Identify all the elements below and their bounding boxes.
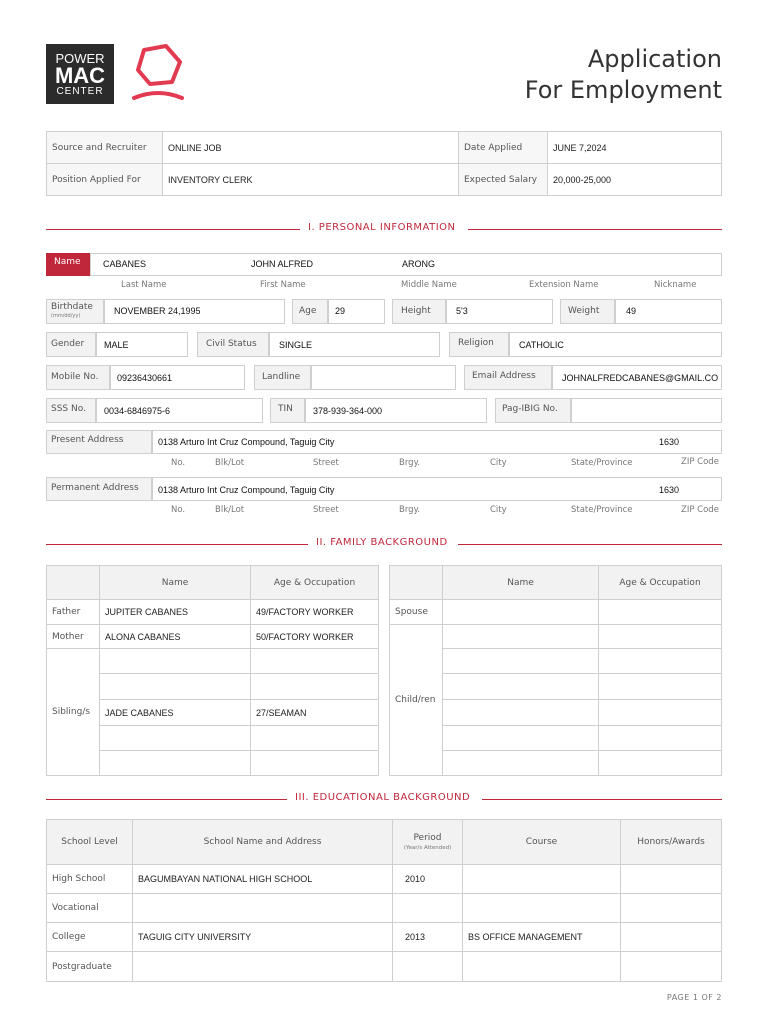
child-name-2[interactable] — [443, 649, 599, 674]
position-label: Position Applied For — [47, 164, 163, 196]
height-value: 5'3 — [456, 306, 468, 316]
child-name-5[interactable] — [443, 726, 599, 751]
edu-honors-college[interactable] — [621, 923, 722, 952]
child-age-4[interactable] — [599, 700, 722, 726]
logo-mark-icon — [130, 44, 186, 104]
addr-cap-brgy: Brgy. — [399, 458, 421, 468]
spouse-name[interactable] — [443, 600, 599, 625]
edu-period-college[interactable]: 2013 — [393, 923, 463, 952]
logo-line-mac: MAC — [54, 63, 106, 88]
last-name-value: CABANES — [103, 259, 147, 269]
sibling-age-5[interactable] — [251, 751, 379, 776]
spouse-label: Spouse — [390, 600, 443, 625]
child-name-6[interactable] — [443, 751, 599, 776]
birthdate-value: NOVEMBER 24,1995 — [114, 306, 201, 316]
course-header: Course — [463, 820, 621, 865]
source-label: Source and Recruiter — [47, 132, 163, 164]
middle-name-value: ARONG — [402, 259, 436, 269]
addr2-cap-brgy: Brgy. — [399, 505, 421, 515]
landline-field[interactable] — [311, 365, 456, 390]
addr-cap-city: City — [490, 458, 507, 468]
title-line-1: Application — [587, 45, 722, 73]
spouse-age-occupation[interactable] — [599, 600, 722, 625]
logo-line-power: POWER — [55, 51, 105, 66]
addr2-cap-state: State/Province — [571, 505, 633, 515]
addr-cap-blk: Blk/Lot — [215, 458, 245, 468]
mother-age-occupation[interactable]: 50/FACTORY WORKER — [251, 625, 379, 649]
height-label: Height — [401, 306, 431, 316]
gender-value: MALE — [104, 340, 129, 350]
edu-course-high-school[interactable] — [463, 865, 621, 894]
edu-school-college[interactable]: TAGUIG CITY UNIVERSITY — [133, 923, 393, 952]
edu-course-vocational[interactable] — [463, 894, 621, 923]
permanent-address-value: 0138 Arturo Int Cruz Compound, Taguig City — [158, 485, 335, 495]
title-line-2: For Employment — [524, 76, 722, 104]
first-name-value: JOHN ALFRED — [251, 259, 314, 269]
child-age-3[interactable] — [599, 674, 722, 700]
edu-level-postgraduate: Postgraduate — [47, 952, 133, 982]
religion-value: CATHOLIC — [519, 340, 564, 350]
nickname-caption: Nickname — [654, 280, 697, 290]
spouse-blank-header — [390, 566, 443, 600]
addr-cap-zip: ZIP Code — [681, 457, 719, 467]
landline-label: Landline — [262, 372, 301, 382]
sibling-name-5[interactable] — [100, 751, 251, 776]
permanent-zip-value: 1630 — [659, 485, 680, 495]
email-field[interactable] — [552, 365, 722, 390]
child-age-6[interactable] — [599, 751, 722, 776]
edu-period-high-school[interactable]: 2010 — [393, 865, 463, 894]
addr-cap-state: State/Province — [571, 458, 633, 468]
civil-status-label: Civil Status — [206, 339, 257, 349]
edu-school-vocational[interactable] — [133, 894, 393, 923]
sibling-name-2[interactable] — [100, 674, 251, 700]
period-header-sub: (Year/s Attended) — [403, 845, 452, 851]
edu-course-college[interactable]: BS OFFICE MANAGEMENT — [463, 923, 621, 952]
child-name-4[interactable] — [443, 700, 599, 726]
honors-header: Honors/Awards — [621, 820, 722, 865]
gender-label: Gender — [51, 339, 85, 349]
addr-cap-street: Street — [313, 458, 339, 468]
first-name-caption: First Name — [260, 280, 306, 290]
present-address-label: Present Address — [51, 435, 124, 445]
birthdate-label: Birthdate — [51, 302, 93, 312]
mobile-value: 09236430661 — [117, 373, 173, 383]
period-header — [393, 820, 463, 865]
extension-name-caption: Extension Name — [529, 280, 599, 290]
siblings-label: Sibling/s — [47, 649, 100, 776]
mother-name[interactable]: ALONA CABANES — [100, 625, 251, 649]
edu-honors-postgraduate[interactable] — [621, 952, 722, 982]
present-address-value: 0138 Arturo Int Cruz Compound, Taguig City — [158, 437, 335, 447]
father-age-occupation[interactable]: 49/FACTORY WORKER — [251, 600, 379, 625]
sibling-age-3[interactable]: 27/SEAMAN — [251, 700, 379, 726]
position-value[interactable]: INVENTORY CLERK — [163, 164, 459, 196]
child-age-1[interactable] — [599, 625, 722, 649]
addr2-cap-street: Street — [313, 505, 339, 515]
age-label: Age — [299, 306, 317, 316]
family-blank-header — [47, 566, 100, 600]
present-zip-value: 1630 — [659, 437, 680, 447]
family-spouse-table — [389, 565, 722, 776]
sibling-age-4[interactable] — [251, 726, 379, 751]
edu-level-college: College — [47, 923, 133, 952]
section-family-heading: II. FAMILY BACKGROUND — [46, 537, 722, 551]
edu-school-high-school[interactable]: BAGUMBAYAN NATIONAL HIGH SCHOOL — [133, 865, 393, 894]
family-parents-table — [46, 565, 379, 776]
source-value[interactable]: ONLINE JOB — [163, 132, 459, 164]
company-logo — [46, 44, 114, 104]
last-name-caption: Last Name — [121, 280, 167, 290]
father-label: Father — [47, 600, 100, 625]
education-table — [46, 819, 722, 982]
section-personal-heading: I. PERSONAL INFORMATION — [46, 222, 722, 236]
edu-level-vocational: Vocational — [47, 894, 133, 923]
section-education-heading: III. EDUCATIONAL BACKGROUND — [46, 792, 722, 806]
period-header-label: Period — [413, 833, 442, 843]
edu-honors-high-school[interactable] — [621, 865, 722, 894]
child-age-5[interactable] — [599, 726, 722, 751]
tin-label: TIN — [278, 404, 293, 414]
edu-period-postgraduate[interactable] — [393, 952, 463, 982]
salary-value[interactable]: 20,000-25,000 — [548, 164, 722, 196]
weight-label: Weight — [568, 306, 600, 316]
civil-status-value: SINGLE — [279, 340, 313, 350]
school-name-header: School Name and Address — [133, 820, 393, 865]
email-label: Email Address — [472, 371, 536, 381]
age-value: 29 — [335, 306, 346, 316]
date-applied-label: Date Applied — [459, 132, 548, 164]
children-label: Child/ren — [390, 625, 443, 776]
sss-label: SSS No. — [51, 404, 86, 414]
edu-course-postgraduate[interactable] — [463, 952, 621, 982]
mother-label: Mother — [47, 625, 100, 649]
sibling-age-2[interactable] — [251, 674, 379, 700]
edu-school-postgraduate[interactable] — [133, 952, 393, 982]
religion-label: Religion — [458, 338, 494, 348]
date-applied-value[interactable]: JUNE 7,2024 — [548, 132, 722, 164]
addr2-cap-blk: Blk/Lot — [215, 505, 245, 515]
email-value: JOHNALFREDCABANES@GMAIL.CO — [562, 373, 719, 383]
permanent-address-label: Permanent Address — [51, 483, 139, 493]
edu-honors-vocational[interactable] — [621, 894, 722, 923]
family-name-header: Name — [100, 566, 251, 600]
addr2-cap-no: No. — [171, 505, 186, 515]
sibling-age-1[interactable] — [251, 649, 379, 674]
sibling-name-3[interactable]: JADE CABANES — [100, 700, 251, 726]
pagibig-field[interactable] — [571, 398, 722, 423]
sibling-name-4[interactable] — [100, 726, 251, 751]
edu-level-high-school: High School — [47, 865, 133, 894]
page-title — [525, 44, 722, 106]
birthdate-format: (mm/dd/yy) — [51, 313, 81, 319]
child-name-3[interactable] — [443, 674, 599, 700]
addr-cap-no: No. — [171, 458, 186, 468]
spouse-age-header: Age & Occupation — [599, 566, 722, 600]
father-name[interactable]: JUPITER CABANES — [100, 600, 251, 625]
middle-name-caption: Middle Name — [401, 280, 457, 290]
child-age-2[interactable] — [599, 649, 722, 674]
spouse-name-header: Name — [443, 566, 599, 600]
sss-value: 0034-6846975-6 — [104, 406, 171, 416]
recruitment-table — [46, 131, 722, 196]
child-name-1[interactable] — [443, 625, 599, 649]
school-level-header: School Level — [47, 820, 133, 865]
mobile-label: Mobile No. — [51, 372, 99, 382]
family-age-header: Age & Occupation — [251, 566, 379, 600]
addr2-cap-zip: ZIP Code — [681, 505, 719, 515]
page-number: PAGE 1 OF 2 — [666, 993, 722, 1002]
name-label: Name — [46, 253, 90, 276]
logo-line-center: CENTER — [56, 86, 104, 97]
sibling-name-1[interactable] — [100, 649, 251, 674]
salary-label: Expected Salary — [459, 164, 548, 196]
tin-value: 378-939-364-000 — [313, 406, 383, 416]
pagibig-label: Pag-IBIG No. — [502, 404, 558, 414]
edu-period-vocational[interactable] — [393, 894, 463, 923]
addr2-cap-city: City — [490, 505, 507, 515]
weight-value: 49 — [626, 306, 637, 316]
